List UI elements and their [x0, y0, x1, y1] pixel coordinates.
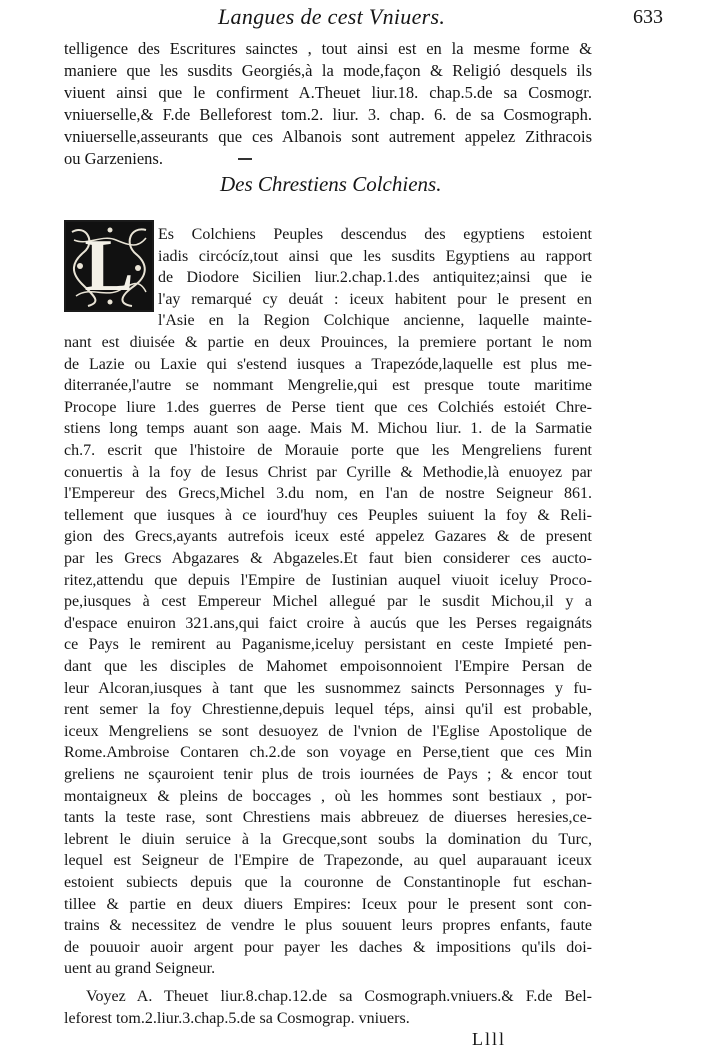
text-line: iceux Mengreliens se sont desuoyez de l'vnion de l'Eglise Apostolique de	[64, 723, 592, 740]
text-line: de Lazie ou Laxie qui s'estend iusques a Trapezóde,laquelle est plus me-	[64, 356, 592, 373]
signature-mark: Llll	[472, 1029, 506, 1049]
text-line: iadis circócíz,tout ainsi que les susdits Egyptiens au rapport	[158, 248, 592, 265]
text-line: greliens ne sçauroient tenir plus de trois iournées de Pays ; & encor tout	[64, 766, 592, 783]
text-line: maniere que les susdits Georgiés,à la mode,façon & Religió desquels ils	[64, 61, 592, 80]
text-line: vniuerselle,& F.de Belleforest tom.2. liur. 3. chap. 6. de sa Cosmograph.	[64, 105, 592, 124]
page-header	[0, 4, 728, 36]
text-line: trains & necessitez de vendre le plus souuent leurs propres enfants, faute	[64, 917, 592, 934]
page-number: 633	[633, 6, 663, 28]
separator-dash	[238, 158, 252, 160]
section-title: Des Chrestiens Colchiens.	[220, 172, 442, 196]
text-line: par les Grecs Abgazares & Abgazeles.Et faut bien considerer ces aucto-	[64, 550, 592, 567]
text-line: viuent ainsi que le confirment A.Theuet liur.18. chap.5.de sa Cosmogr.	[64, 83, 592, 102]
text-line: Rome.Ambroise Contaren ch.2.de son voyage en Perse,tient que ces Min	[64, 744, 592, 761]
text-line: diterranée,l'autre se nommant Mengrelie,qui est presque toute maritime	[64, 377, 592, 394]
text-line: ce Pays le remirent au Paganisme,iceluy persistant en ceste Impieté pen-	[64, 636, 592, 653]
text-line: Voyez A. Theuet liur.8.chap.12.de sa Cosmograph.vniuers.& F.de Bel-	[86, 988, 592, 1005]
text-line: ou Garzeniens.	[64, 149, 163, 168]
text-line: vniuerselle,asseurants que ces Albanois sont autrement appelez Zithracois	[64, 127, 592, 146]
text-line: lequel est Seigneur de l'Empire de Trapezonde, au quel auparauant iceux	[64, 852, 592, 869]
text-line: d'espace enuiron 321.ans,qui faict croire à aucús que les Perses regaignáts	[64, 615, 592, 632]
text-line: gion des Grecs,ayants autrefois iceux esté appelez Gazares & de present	[64, 528, 592, 545]
text-line: tillee & partie en deux diuers Empires: Iceux pour le present sont con-	[64, 896, 592, 913]
text-line: leforest tom.2.liur.3.chap.5.de sa Cosmograp. vniuers.	[64, 1010, 410, 1027]
text-line: estoient subiects depuis que la couronne de Constantinople fut eschan-	[64, 874, 592, 891]
text-line: telligence des Escritures sainctes , tout ainsi est en la mesme forme &	[64, 39, 592, 58]
text-line: rent semer la foy Chrestienne,depuis lequel téps, ainsi qu'il est probable,	[64, 701, 592, 718]
text-line: de Diodore Sicilien liur.2.chap.1.des antiquitez;ainsi que ie	[158, 269, 592, 286]
text-line: stiens long temps auant son aage. Mais M. Michou liur. 1. de la Sarmatie	[64, 420, 592, 437]
text-line: montaigneux & pleins de boccages , où les hommes sont bestiaux , por-	[64, 788, 592, 805]
running-title: Langues de cest Vniuers.	[218, 4, 446, 29]
text-line: l'ay remarqué cy deuát : iceux habitent pour le present en	[158, 291, 592, 308]
drop-cap-letter: L	[84, 225, 134, 307]
text-line: dant que les disciples de Mahomet empoisonnoient l'Empire Persan de	[64, 658, 592, 675]
text-line: tellement que iusques à ce iourd'huy ces Peuples suiuent la foy & Reli-	[64, 507, 592, 524]
text-line: Procope liure 1.des guerres de Perse tient que ces Colchiés estoiét Chre-	[64, 399, 592, 416]
text-line: ritez,attendu que depuis l'Empire de Iustinian auquel viuoit iceluy Proco-	[64, 572, 592, 589]
text-line: uent au grand Seigneur.	[64, 960, 216, 977]
text-line: ch.7. escrit que l'histoire de Morauie porte que les Mengreliens furent	[64, 442, 592, 459]
text-line: Es Colchiens Peuples descendus des egyptiens estoient	[158, 226, 592, 243]
text-line: l'Empereur des Grecs,Michel 3.du nom, en l'an de nostre Seigneur 861.	[64, 485, 592, 502]
text-line: l'Asie en la Region Colchique ancienne, laquelle mainte-	[158, 312, 592, 329]
text-line: lebrent le diuin seruice à la Grecque,sont soubs la domination du Turc,	[64, 831, 592, 848]
text-line: tants la teste rase, sont Chrestiens mais abbreuez de diuerses heresies,ce-	[64, 809, 592, 826]
ornate-initial-icon	[64, 220, 154, 312]
text-line: de pouuoir auoir argent pour payer les daches & impositions qu'ils doi-	[64, 939, 592, 956]
text-line: leur Alcoran,iusques à tant que les susnommez saincts Personnages y fu-	[64, 680, 592, 697]
text-line: nant est diuisée & partie en deux Prouinces, la premiere portant le nom	[64, 334, 592, 351]
text-line: pe,iusques à cest Empereur Michel allegué par le susdit Michou,il y a	[64, 593, 592, 610]
text-line: conuertis à la foy de Iesus Christ par Cyrille & Methodie,là enuoyez par	[64, 464, 592, 481]
